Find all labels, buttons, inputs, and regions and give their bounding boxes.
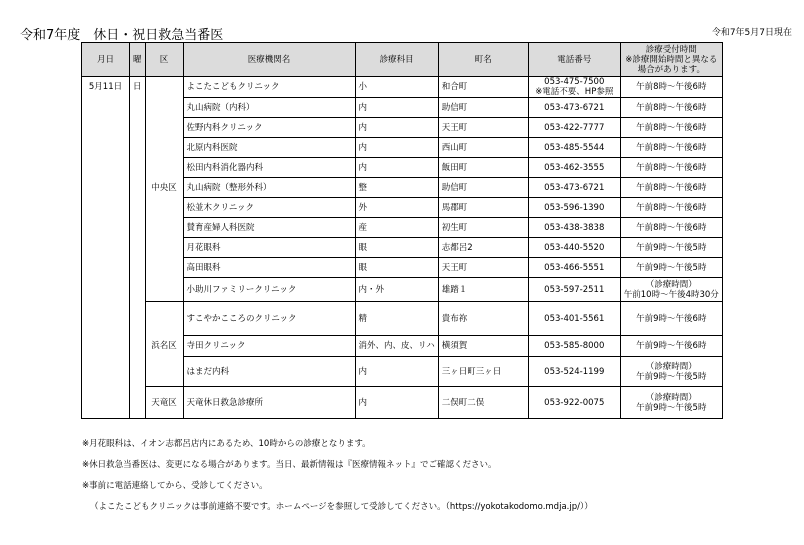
table-row xyxy=(82,198,723,218)
hours: 午前9時～午後5時 xyxy=(636,371,707,382)
facility-name: すこやかこころのクリニック xyxy=(183,302,355,336)
phone-note: ※電話不要、HP参照 xyxy=(535,87,614,97)
phone-number: 053-438-3838 xyxy=(528,218,620,238)
town: 三ヶ日町三ヶ日 xyxy=(438,357,528,387)
phone-number: 053-475-7500 xyxy=(544,77,605,87)
hours-cell xyxy=(620,357,722,387)
header-town: 町名 xyxy=(438,43,528,77)
town: 天王町 xyxy=(438,118,528,138)
header-hours-line2: ※診療開始時間と異なる xyxy=(625,54,718,65)
town: 馬郡町 xyxy=(438,198,528,218)
phone-number: 053-596-1390 xyxy=(528,198,620,218)
town: 天王町 xyxy=(438,258,528,278)
as-of-date: 令和7年5月7日現在 xyxy=(711,28,792,38)
department: 内 xyxy=(355,98,438,118)
hours-note: （診療時間） xyxy=(645,279,697,290)
town: 横須賀 xyxy=(438,336,528,357)
hours-cell xyxy=(620,387,722,419)
hours: 午前8時～午後6時 xyxy=(620,158,722,178)
phone-number: 053-922-0075 xyxy=(528,387,620,419)
phone-number: 053-422-7777 xyxy=(528,118,620,138)
phone-number: 053-473-6721 xyxy=(528,178,620,198)
header-month-day: 月日 xyxy=(82,43,130,77)
phone-number: 053-524-1199 xyxy=(528,357,620,387)
phone-cell xyxy=(528,77,620,98)
facility-name: 佐野内科クリニック xyxy=(183,118,355,138)
town: 和合町 xyxy=(438,77,528,98)
table-row xyxy=(82,218,723,238)
phone-number: 053-440-5520 xyxy=(528,238,620,258)
hours: 午前8時～午後6時 xyxy=(620,118,722,138)
phone-number: 053-597-2511 xyxy=(528,278,620,302)
facility-name: 丸山病院（整形外科） xyxy=(183,178,355,198)
town: 雄踏１ xyxy=(438,278,528,302)
facility-name: よこたこどもクリニック xyxy=(183,77,355,98)
phone-number: 053-462-3555 xyxy=(528,158,620,178)
table-row xyxy=(82,278,723,302)
department: 眼 xyxy=(355,258,438,278)
department: 内 xyxy=(355,138,438,158)
town: 飯田町 xyxy=(438,158,528,178)
hours: 午前9時～午後5時 xyxy=(620,258,722,278)
department: 内・外 xyxy=(355,278,438,302)
note-item: （よこたこどもクリニックは事前連絡不要です。ホームページを参照して受診してください。（https://yokotakodomo.mdja.jp/）） xyxy=(90,502,593,512)
hours: 午前8時～午後6時 xyxy=(620,198,722,218)
table-row xyxy=(82,118,723,138)
table-row xyxy=(82,258,723,278)
hours: 午前8時～午後6時 xyxy=(620,178,722,198)
ward-label: 浜名区 xyxy=(145,336,183,357)
phone-number: 053-585-8000 xyxy=(528,336,620,357)
town: 二俣町二俣 xyxy=(438,387,528,419)
department: 産 xyxy=(355,218,438,238)
hours: 午前8時～午後6時 xyxy=(620,138,722,158)
town: 西山町 xyxy=(438,138,528,158)
phone-number: 053-485-5544 xyxy=(528,138,620,158)
table-row xyxy=(82,387,723,419)
header-row xyxy=(82,43,723,77)
hours: 午前8時～午後6時 xyxy=(620,98,722,118)
table-row xyxy=(82,98,723,118)
phone-number: 053-401-5561 xyxy=(528,302,620,336)
department: 内 xyxy=(355,118,438,138)
department: 外 xyxy=(355,198,438,218)
facility-name: 高田眼科 xyxy=(183,258,355,278)
facility-name: 賛育産婦人科医院 xyxy=(183,218,355,238)
hours: 午前8時～午後6時 xyxy=(620,77,722,98)
hours: 午前10時～午後4時30分 xyxy=(623,289,719,300)
header-hours xyxy=(620,43,722,77)
facility-name: 小助川ファミリークリニック xyxy=(183,278,355,302)
page-title: 令和7年度 休日・祝日救急当番医 xyxy=(20,28,224,43)
table-row xyxy=(82,138,723,158)
hours: 午前9時～午後6時 xyxy=(620,336,722,357)
hours-note: （診療時間） xyxy=(645,392,697,403)
hours: 午前9時～午後6時 xyxy=(620,302,722,336)
table-row xyxy=(82,178,723,198)
facility-name: 丸山病院（内科） xyxy=(183,98,355,118)
facility-name: 松田内科消化器内科 xyxy=(183,158,355,178)
date-cell: 5月11日 xyxy=(82,77,130,419)
department: 整 xyxy=(355,178,438,198)
town: 貴布祢 xyxy=(438,302,528,336)
header-phone: 電話番号 xyxy=(528,43,620,77)
notes xyxy=(82,437,593,521)
town: 助信町 xyxy=(438,178,528,198)
header-hours-line1: 診療受付時間 xyxy=(645,44,697,55)
phone-number: 053-466-5551 xyxy=(528,258,620,278)
hours-note: （診療時間） xyxy=(645,361,697,372)
note-item: ※休日救急当番医は、変更になる場合があります。当日、最新情報は『医療情報ネット』でご確認ください。 xyxy=(82,460,497,470)
weekday-cell: 日 xyxy=(130,77,146,419)
duty-doctor-table xyxy=(81,42,723,419)
department: 内 xyxy=(355,357,438,387)
department: 内 xyxy=(355,158,438,178)
ward-label: 中央区 xyxy=(145,178,183,198)
facility-name: 月花眼科 xyxy=(183,238,355,258)
facility-name: 北原内科医院 xyxy=(183,138,355,158)
table-row xyxy=(82,77,723,98)
table-row xyxy=(82,357,723,387)
town: 志都呂2 xyxy=(438,238,528,258)
department: 眼 xyxy=(355,238,438,258)
note-item: ※月花眼科は、イオン志都呂店内にあるため、10時からの診療となります。 xyxy=(82,439,371,449)
department: 内 xyxy=(355,387,438,419)
header-weekday: 曜 xyxy=(130,43,146,77)
hours: 午前9時～午後5時 xyxy=(620,238,722,258)
hours-cell xyxy=(620,278,722,302)
department: 精 xyxy=(355,302,438,336)
header-ward: 区 xyxy=(145,43,183,77)
phone-number: 053-473-6721 xyxy=(528,98,620,118)
facility-name: 天竜休日救急診療所 xyxy=(183,387,355,419)
facility-name: 寺田クリニック xyxy=(183,336,355,357)
facility-name: 松並木クリニック xyxy=(183,198,355,218)
table-row xyxy=(82,336,723,357)
table-row xyxy=(82,302,723,336)
department: 消外、内、皮、リハ xyxy=(355,336,438,357)
table-row xyxy=(82,158,723,178)
hours: 午前9時～午後5時 xyxy=(636,402,707,413)
ward-label: 天竜区 xyxy=(145,387,183,419)
town: 初生町 xyxy=(438,218,528,238)
header-hours-line3: 場合があります。 xyxy=(637,64,705,75)
town: 助信町 xyxy=(438,98,528,118)
header-facility: 医療機関名 xyxy=(183,43,355,77)
department: 小 xyxy=(355,77,438,98)
table-row xyxy=(82,238,723,258)
hours: 午前8時～午後6時 xyxy=(620,218,722,238)
facility-name: はまだ内科 xyxy=(183,357,355,387)
note-item: ※事前に電話連絡してから、受診してください。 xyxy=(82,481,268,491)
header-department: 診療科目 xyxy=(355,43,438,77)
